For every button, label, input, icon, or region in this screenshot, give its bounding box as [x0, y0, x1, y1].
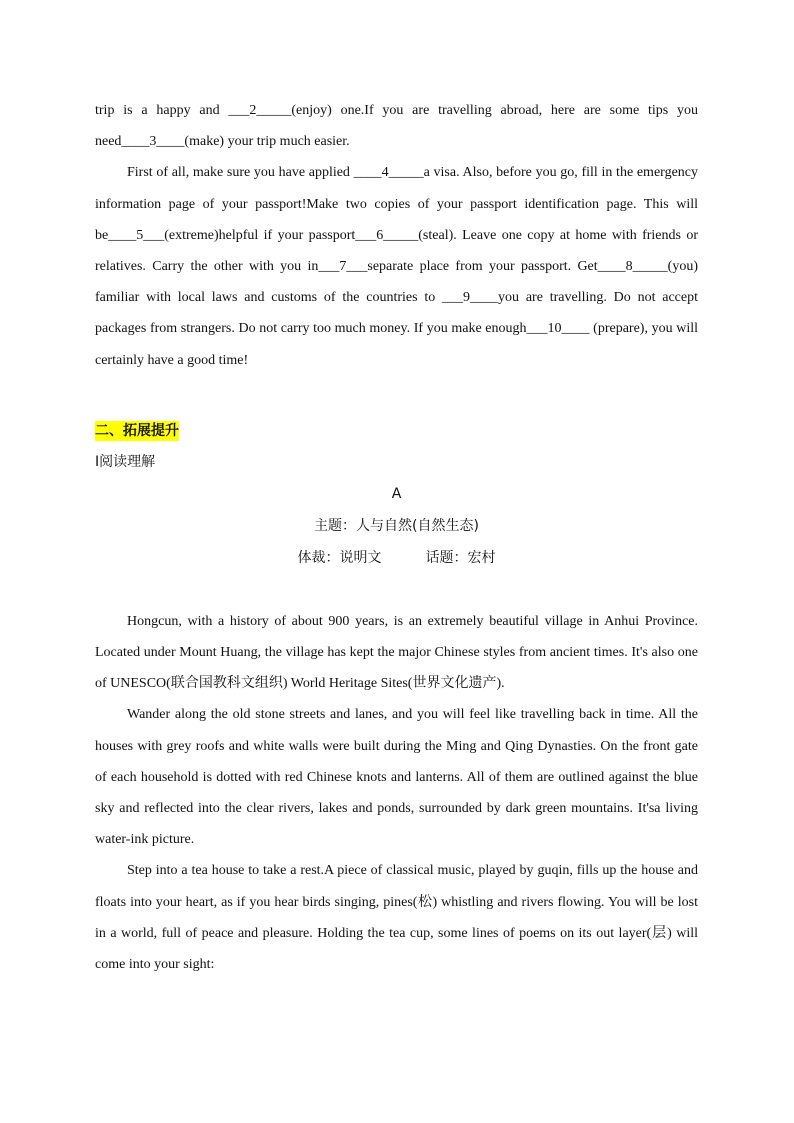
reading-passage — [95, 606, 698, 980]
passage-paragraph-3: Step into a tea house to take a rest.A piece of classical music, played by guqin, fills up the house and floats into your heart, as if you hear birds singing, pines(松) whistling and rivers flowing. You will be lost in a world, full of peace and pleasure. Holding the tea cup, some lines of poems on its out layer(层) will come into your sight: — [95, 863, 698, 973]
section-heading — [95, 419, 698, 443]
passage-genre-topic — [95, 546, 698, 570]
passage-paragraph-1: Hongcun, with a history of about 900 years, is an extremely beautiful village in Anhui Province. Located under Mount Huang, the village has kept the major Chinese styles from ancient times. It's also one of UNESCO(联合国教科文组织) World Heritage Sites(世界文化遗产). — [95, 613, 698, 692]
section-heading-text: 二、拓展提升 — [95, 422, 179, 439]
passage-genre: 体裁：说明文 — [297, 549, 382, 566]
passage-theme: 主题：人与自然(自然生态) — [314, 517, 479, 534]
document-page — [95, 95, 698, 980]
passage-topic: 话题：宏村 — [425, 549, 496, 566]
passage-label: A — [391, 485, 402, 502]
cloze-paragraph-1: trip is a happy and ___2_____(enjoy) one.If you are travelling abroad, here are some tips you need____3____(make) your trip much easier. — [95, 103, 698, 150]
cloze-paragraph-2: First of all, make sure you have applied ____4_____a visa. Also, before you go, fill in the emergency information page of your passport!Make two copies of your passport identification page. This will be____5___(extreme)helpful if your passport___6_____(steal). Leave one copy at home with friends or relatives. Carry the other with you in___7___separate place from your passport. Get____8_____(you) familiar with local laws and customs of the countries to ___9____you are travelling. Do not accept packages from strangers. Do not carry too much money. If you make enough___10____ (prepare), you will certainly have a good time! — [95, 165, 698, 368]
reading-subheading: I阅读理解 — [95, 453, 156, 470]
passage-paragraph-2: Wander along the old stone streets and lanes, and you will feel like travelling back in time. All the houses with grey roofs and white walls were built during the Ming and Qing Dynasties. On the front gate of each household is dotted with red Chinese knots and lanterns. All of them are outlined against the blue sky and reflected into the clear rivers, lakes and ponds, surrounded by dark green mountains. It'sa living water-ink picture. — [95, 707, 698, 848]
